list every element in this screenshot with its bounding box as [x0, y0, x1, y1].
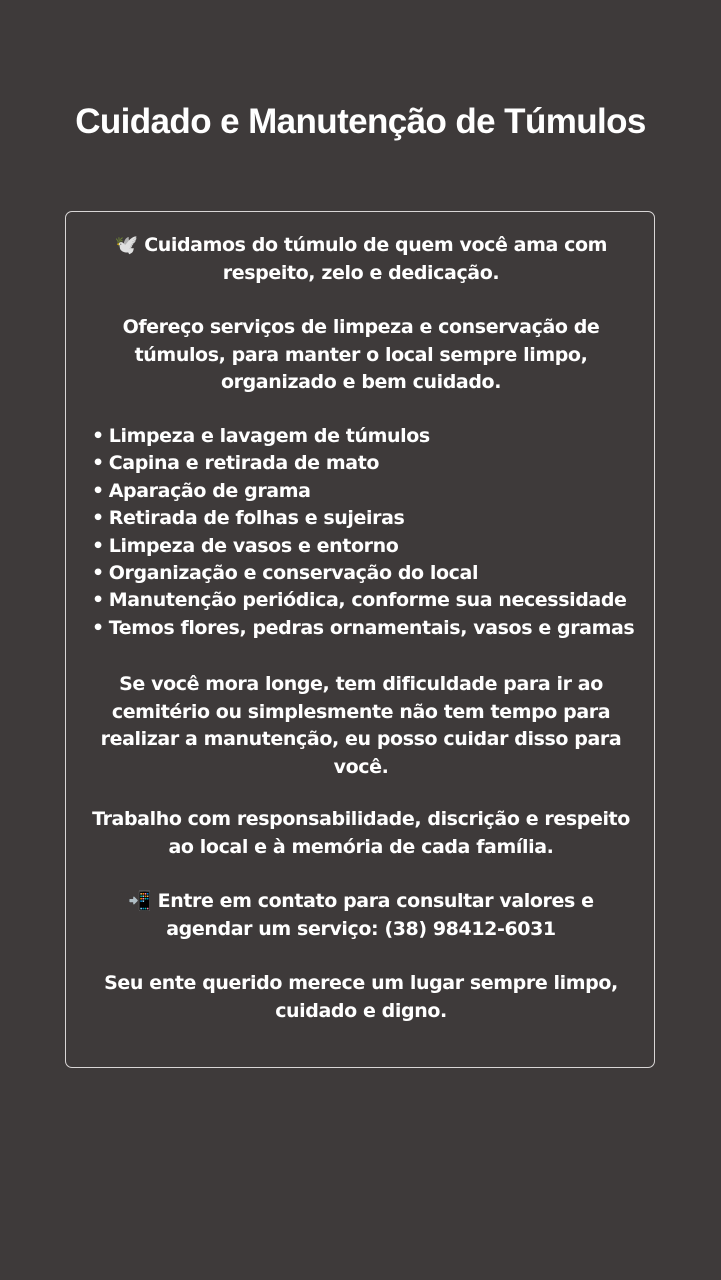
list-item: • Capina e retirada de mato: [92, 452, 380, 475]
offer-paragraph: [66, 314, 656, 397]
distance-line-1: Se você mora longe, tem dificuldade para ir ao: [119, 673, 603, 695]
closing-paragraph: [66, 970, 656, 1025]
list-item: • Organização e conservação do local: [92, 562, 479, 585]
page-title: Cuidado e Manutenção de Túmulos: [75, 102, 646, 141]
closing-line-1: Seu ente querido merece um lugar sempre limpo,: [104, 972, 618, 994]
list-item: • Manutenção periódica, conforme sua necessidade: [92, 589, 627, 612]
offer-line-3: organizado e bem cuidado.: [220, 371, 502, 393]
contact-line-1: 📲 Entre em contato para consultar valores e: [66, 888, 656, 916]
work-line-2: ao local e à memória de cada família.: [168, 835, 554, 858]
offer-line-2: túmulos, para manter o local sempre limpo,: [134, 343, 588, 366]
list-item: • Retirada de folhas e sujeiras: [92, 507, 405, 530]
content-card: [65, 211, 655, 1068]
list-item: • Limpeza e lavagem de túmulos: [92, 425, 430, 447]
distance-line-2: cemitério ou simplesmente não tem tempo para: [111, 700, 611, 723]
distance-paragraph: [66, 671, 656, 781]
list-item: • Temos flores, pedras ornamentais, vasos e gramas: [92, 616, 635, 639]
services-list: [92, 423, 634, 642]
contact-paragraph: [66, 888, 656, 943]
intro-line-2: respeito, zelo e dedicação.: [222, 261, 500, 284]
phone-icon: 📲: [128, 890, 152, 912]
intro-line-1: 🕊️ Cuidamos do túmulo de quem você ama com: [66, 232, 656, 260]
intro-paragraph: [66, 232, 656, 287]
list-item: • Aparação de grama: [92, 479, 311, 502]
offer-line-1: Ofereço serviços de limpeza e conservação de: [122, 316, 600, 338]
work-paragraph: [66, 806, 656, 861]
list-item: • Limpeza de vasos e entorno: [92, 534, 399, 557]
distance-line-4: você.: [333, 755, 389, 778]
closing-line-2: cuidado e digno.: [275, 999, 447, 1022]
contact-line-2: agendar um serviço: (38) 98412-6031: [166, 917, 556, 940]
work-line-1: Trabalho com responsabilidade, discrição e respeito: [92, 808, 630, 830]
distance-line-3: realizar a manutenção, eu posso cuidar disso para: [100, 728, 622, 750]
dove-icon: 🕊️: [114, 234, 139, 256]
